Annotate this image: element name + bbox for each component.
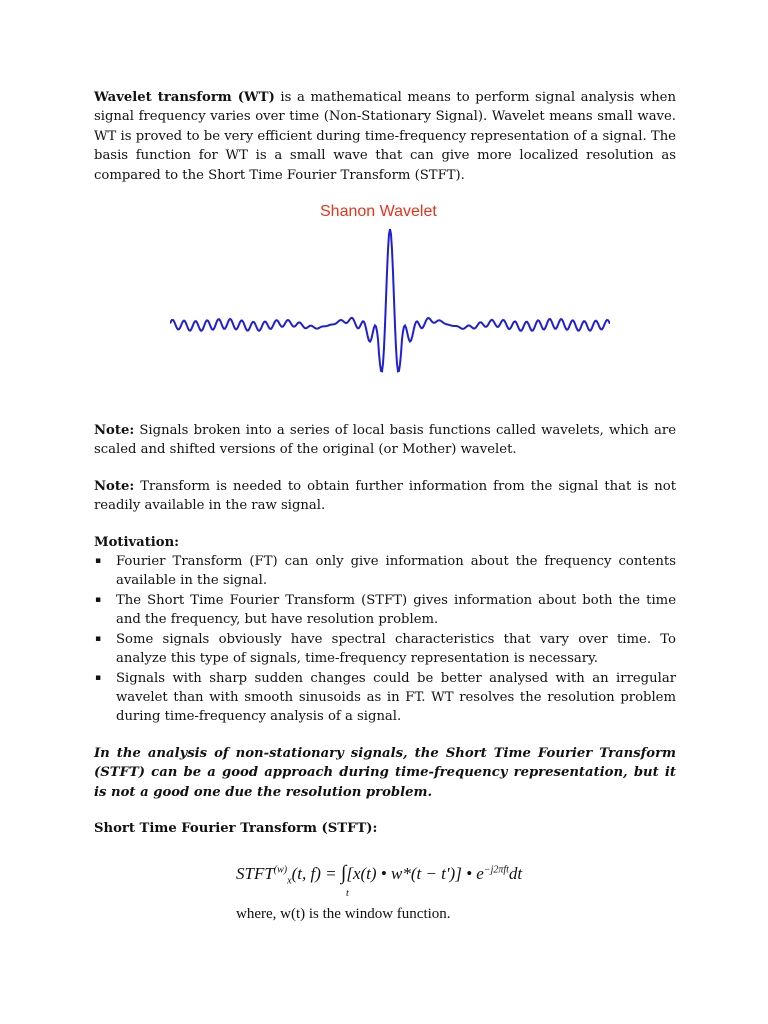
list-item <box>94 630 676 669</box>
list-item-text: Signals with sharp sudden changes could be better analysed with an irregular wavelet than with smooth sinusoids as in FT. WT resolves the resolution problem during time-frequency analysis of a signal. <box>116 670 676 725</box>
motivation-list <box>94 552 676 727</box>
formula-args: (t, f) = <box>291 864 341 883</box>
note-2-label: Note: <box>94 478 135 494</box>
formula-integral-limit: t <box>346 888 349 899</box>
intro-text: is a mathematical means to perform signal analysis when signal frequency varies over time (Non-Stationary Signal). Wavelet means small wave. WT is proved to be very efficient during time-frequency representation of a signal. The basis function for WT is a small wave that can give more localized resolution as compared to the Short Time Fourier Transform (STFT). <box>94 90 676 183</box>
formula-exponent: −j2πft <box>483 864 509 876</box>
intro-paragraph <box>94 88 676 185</box>
list-item <box>94 591 676 630</box>
list-item <box>94 669 676 727</box>
note-1-text: Signals broken into a series of local basis functions called wavelets, which are scaled and shifted versions of the original (or Mother) wavelet. <box>94 423 676 458</box>
list-item-text: The Short Time Fourier Transform (STFT) gives information about both the time and the frequency, but have resolution problem. <box>116 592 676 628</box>
list-item <box>94 552 676 591</box>
figure-title: Shanon Wavelet <box>320 203 437 221</box>
wavelet-plot <box>170 225 610 421</box>
note-2 <box>94 477 676 516</box>
formula-superscript: (w) <box>273 864 288 876</box>
bullet-icon: ▪ <box>95 633 102 644</box>
note-1 <box>94 421 676 460</box>
formula-dt: dt <box>508 864 523 883</box>
formula-integral: ∫ <box>340 862 347 884</box>
emphasis-paragraph: In the analysis of non-stationary signals, the Short Time Fourier Transform (STFT) can be a good approach during time-frequency representation, but it is not a good one due the resolution problem. <box>94 745 676 800</box>
stft-formula <box>236 862 523 922</box>
formula-rhs: [x(t) • w*(t − t')] • e <box>346 864 484 883</box>
motivation-heading: Motivation: <box>94 534 180 550</box>
formula-where-note: where, w(t) is the window function. <box>236 906 451 922</box>
intro-bold-lead: Wavelet transform (WT) <box>94 90 275 105</box>
note-1-label: Note: <box>94 423 135 439</box>
shannon-wavelet-figure <box>94 185 676 421</box>
document-page <box>94 88 676 838</box>
list-item-text: Fourier Transform (FT) can only give information about the frequency contents available in the signal. <box>116 554 676 589</box>
formula-subscript: x <box>287 875 292 887</box>
bullet-icon: ▪ <box>95 672 102 683</box>
formula-expression <box>236 862 522 886</box>
note-2-text: Transform is needed to obtain further information from the signal that is not readily available in the raw signal. <box>94 478 676 514</box>
stft-heading: Short Time Fourier Transform (STFT): <box>94 820 378 836</box>
bullet-icon: ▪ <box>95 594 102 605</box>
formula-lhs: STFT <box>236 864 274 883</box>
bullet-icon: ▪ <box>95 556 102 567</box>
list-item-text: Some signals obviously have spectral characteristics that vary over time. To analyze this type of signals, time-frequency representation is necessary. <box>116 631 676 667</box>
wavelet-curve <box>170 229 610 371</box>
